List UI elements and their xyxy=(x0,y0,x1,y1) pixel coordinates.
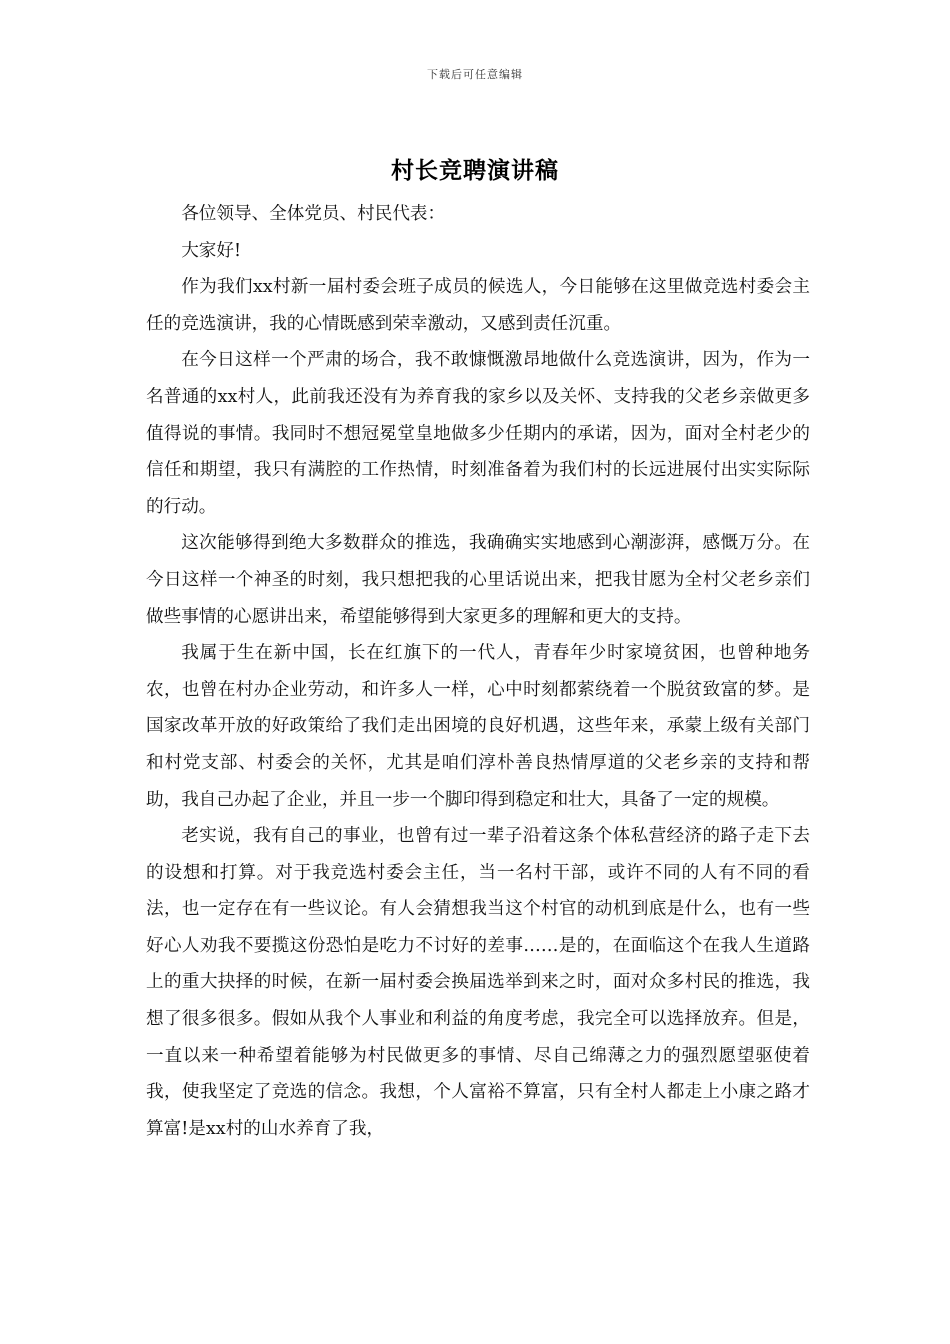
document-body xyxy=(146,196,810,1147)
document-title: 村长竞聘演讲稿 xyxy=(391,157,559,184)
greeting-paragraph: 大家好! xyxy=(181,240,242,261)
salutation-paragraph: 各位领导、全体党员、村民代表： xyxy=(181,204,446,224)
body-paragraph: 在今日这样一个严肃的场合，我不敢慷慨激昂地做什么竞选演讲，因为，作为一名普通的xx村人，此前我还没有为养育我的家乡以及关怀、支持我的父老乡亲做更多值得说的事情。我同时不想冠冕堂皇地做多少任期内的承诺，因为，面对全村老少的信任和期望，我只有满腔的工作热情，时刻准备着为我们村的长远进展付出实实际际的行动。 xyxy=(146,350,810,517)
body-paragraph: 这次能够得到绝大多数群众的推选，我确确实实地感到心潮澎湃，感慨万分。在今日这样一个神圣的时刻，我只想把我的心里话说出来，把我甘愿为全村父老乡亲们做些事情的心愿讲出来，希望能够得到大家更多的理解和更大的支持。 xyxy=(146,533,810,627)
body-paragraph: 作为我们xx村新一届村委会班子成员的候选人，今日能够在这里做竞选村委会主任的竞选演讲，我的心情既感到荣幸激动，又感到责任沉重。 xyxy=(146,277,810,334)
body-paragraph: 老实说，我有自己的事业，也曾有过一辈子沿着这条个体私营经济的路子走下去的设想和打算。对于我竞选村委会主任，当一名村干部，或许不同的人有不同的看法，也一定存在有一些议论。有人会猜想我当这个村官的动机到底是什么，也有一些好心人劝我不要揽这份恐怕是吃力不讨好的差事……是的，在面临这个在我人生道路上的重大抉择的时候，在新一届村委会换届选举到来之时，面对众多村民的推选，我想了很多很多。假如从我个人事业和利益的角度考虑，我完全可以选择放弃。但是，一直以来一种希望着能够为村民做更多的事情、尽自己绵薄之力的强烈愿望驱使着我，使我坚定了竞选的信念。我想，个人富裕不算富，只有全村人都走上小康之路才算富!是xx村的山水养育了我， xyxy=(146,826,810,1139)
body-paragraph: 我属于生在新中国，长在红旗下的一代人，青春年少时家境贫困，也曾种地务农，也曾在村办企业劳动，和许多人一样，心中时刻都萦绕着一个脱贫致富的梦。是国家改革开放的好政策给了我们走出困境的良好机遇，这些年来，承蒙上级有关部门和村党支部、村委会的关怀，尤其是咱们淳朴善良热情厚道的父老乡亲的支持和帮助，我自己办起了企业，并且一步一个脚印得到稳定和壮大，具备了一定的规模。 xyxy=(146,643,810,810)
header-note: 下载后可任意编辑 xyxy=(427,68,523,81)
